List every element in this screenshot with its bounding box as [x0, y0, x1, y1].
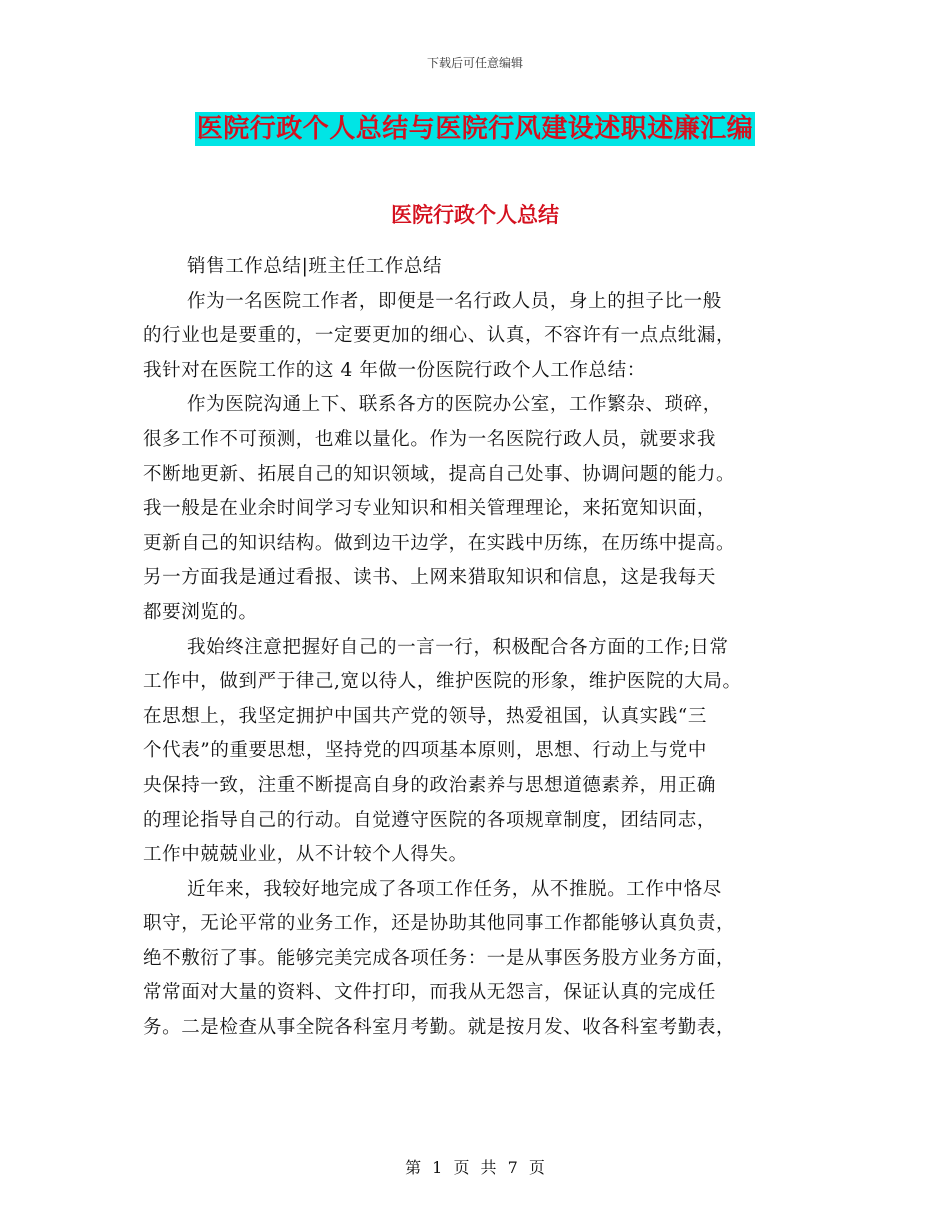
- page-footer: 第 1 页 共 7 页: [405, 1158, 545, 1177]
- text-line: 央保持一致，注重不断提高自身的政治素养与思想道德素养，用正确: [143, 774, 717, 796]
- text-line: 我针对在医院工作的这 4 年做一份医院行政个人工作总结：: [143, 359, 646, 381]
- text-line: 工作中，做到严于律己,宽以待人，维护医院的形象，维护医院的大局。: [143, 671, 742, 693]
- text-line: 作为一名医院工作者，即便是一名行政人员，身上的担子比一般: [187, 290, 722, 312]
- text-line: 常常面对大量的资料、文件打印，而我从无怨言，保证认真的完成任: [143, 982, 717, 1004]
- text-line: 近年来，我较好地完成了各项工作任务，从不推脱。工作中恪尽: [187, 878, 722, 900]
- section-title: 医院行政个人总结: [391, 202, 559, 227]
- text-line: 个代表”的重要思想，坚持党的四项基本原则，思想、行动上与党中: [143, 740, 707, 762]
- text-line: 职守，无论平常的业务工作，还是协助其他同事工作都能够认真负责，: [143, 913, 736, 935]
- text-line: 另一方面我是通过看报、读书、上网来猎取知识和信息，这是我每天: [143, 567, 717, 589]
- text-line: 都要浏览的。: [143, 601, 258, 623]
- text-line: 不断地更新、拓展自己的知识领域，提高自己处事、协调问题的能力。: [143, 463, 736, 485]
- text-line: 的理论指导自己的行动。自觉遵守医院的各项规章制度，团结同志，: [143, 809, 717, 831]
- text-line: 绝不敷衍了事。能够完美完成各项任务：一是从事医务股方业务方面，: [143, 947, 736, 969]
- text-line: 在思想上，我坚定拥护中国共产党的领导，热爱祖国，认真实践“三: [143, 705, 707, 727]
- text-line: 的行业也是要重的，一定要更加的细心、认真，不容许有一点点纰漏，: [143, 325, 736, 347]
- text-line: 更新自己的知识结构。做到边干边学，在实践中历练，在历练中提高。: [143, 532, 736, 554]
- main-title-container: [0, 112, 950, 146]
- text-line: 销售工作总结|班主任工作总结: [187, 256, 443, 277]
- text-line: 我始终注意把握好自己的一言一行，积极配合各方面的工作;日常: [187, 636, 729, 658]
- body-text: [143, 250, 823, 1046]
- main-title: 医院行政个人总结与医院行风建设述职述廉汇编: [196, 114, 754, 144]
- text-line: 我一般是在业余时间学习专业知识和相关管理理论，来拓宽知识面，: [143, 498, 717, 520]
- text-line: 务。二是检查从事全院各科室月考勤。就是按月发、收各科室考勤表，: [143, 1017, 736, 1039]
- header-note: 下载后可任意编辑: [426, 56, 523, 70]
- text-line: 作为医院沟通上下、联系各方的医院办公室，工作繁杂、琐碎，: [187, 394, 722, 416]
- text-line: 工作中兢兢业业，从不计较个人得失。: [143, 844, 468, 866]
- text-line: 很多工作不可预测，也难以量化。作为一名医院行政人员，就要求我: [143, 428, 717, 450]
